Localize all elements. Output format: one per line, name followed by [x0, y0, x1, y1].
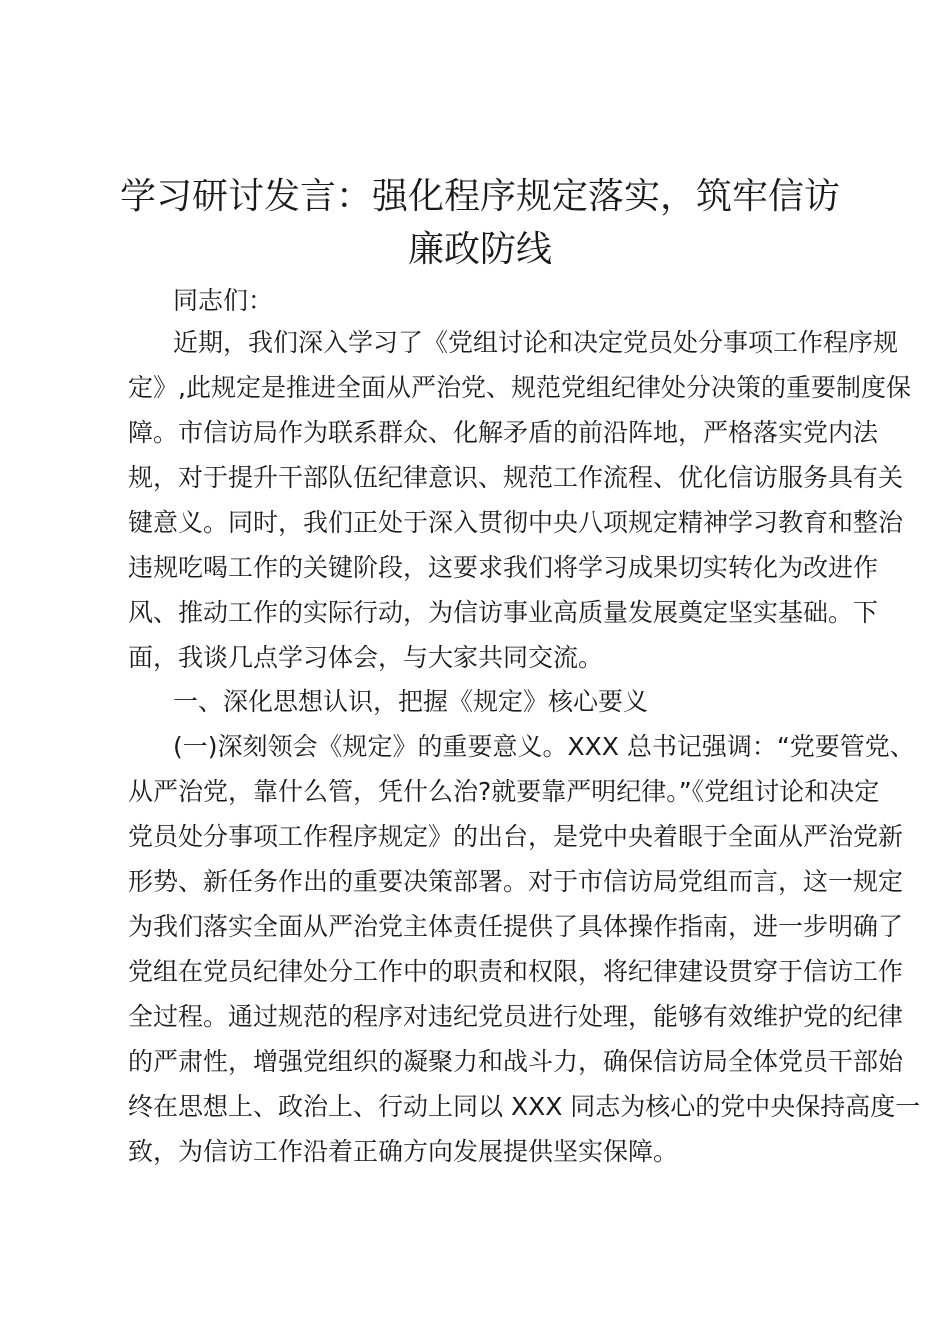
paragraph-1-line-1: 近期，我们深入学习了《党组讨论和决定党员处分事项工作程序规 [173, 328, 899, 357]
document-title-line-1: 学习研讨发言：强化程序规定落实，筑牢信访 [119, 176, 840, 217]
paragraph-2-line-10: 致，为信访工作沿着正确方向发展提供坚实保障。 [128, 1137, 679, 1166]
paragraph-2-line-3: 党员处分事项工作程序规定》的出台，是党中央着眼于全面从严治党新 [128, 822, 904, 851]
document-title-line-2: 廉政防线 [407, 229, 552, 270]
paragraph-1-line-8: 面，我谈几点学习体会，与大家共同交流。 [128, 643, 604, 672]
paragraph-1-line-3: 障。市信访局作为联系群众、化解矛盾的前沿阵地，严格落实党内法 [128, 418, 879, 447]
paragraph-2-line-2: 从严治党，靠什么管，凭什么治?就要靠严明纪律。”《党组讨论和决定 [128, 777, 880, 806]
paragraph-2-line-6: 党组在党员纪律处分工作中的职责和权限，将纪律建设贯穿于信访工作 [128, 957, 904, 986]
paragraph-2-line-1: (一)深刻领会《规定》的重要意义。XXX 总书记强调：“党要管党、 [173, 732, 915, 761]
paragraph-2-line-4: 形势、新任务作出的重要决策部署。对于市信访局党组而言，这一规定 [128, 867, 904, 896]
section-heading-1: 一、深化思想认识，把握《规定》核心要义 [173, 687, 649, 716]
paragraph-2-line-7: 全过程。通过规范的程序对违纪党员进行处理，能够有效维护党的纪律 [128, 1002, 904, 1031]
paragraph-2-line-9: 终在思想上、政治上、行动上同以 XXX 同志为核心的党中央保持高度一 [128, 1092, 921, 1121]
paragraph-1-line-6: 违规吃喝工作的关键阶段，这要求我们将学习成果切实转化为改进作 [128, 553, 879, 582]
paragraph-2-line-5: 为我们落实全面从严治党主体责任提供了具体操作指南，进一步明确了 [128, 912, 904, 941]
paragraph-2-line-8: 的严肃性，增强党组织的凝聚力和战斗力，确保信访局全体党员干部始 [128, 1047, 904, 1076]
salutation: 同志们： [173, 286, 274, 315]
paragraph-1-line-2: 定》,此规定是推进全面从严治党、规范党组纪律处分决策的重要制度保 [128, 373, 911, 402]
paragraph-1-line-4: 规，对于提升干部队伍纪律意识、规范工作流程、优化信访服务具有关 [128, 463, 904, 492]
paragraph-1-line-7: 风、推动工作的实际行动，为信访事业高质量发展奠定坚实基础。下 [128, 598, 879, 627]
paragraph-1-line-5: 键意义。同时，我们正处于深入贯彻中央八项规定精神学习教育和整治 [128, 508, 904, 537]
